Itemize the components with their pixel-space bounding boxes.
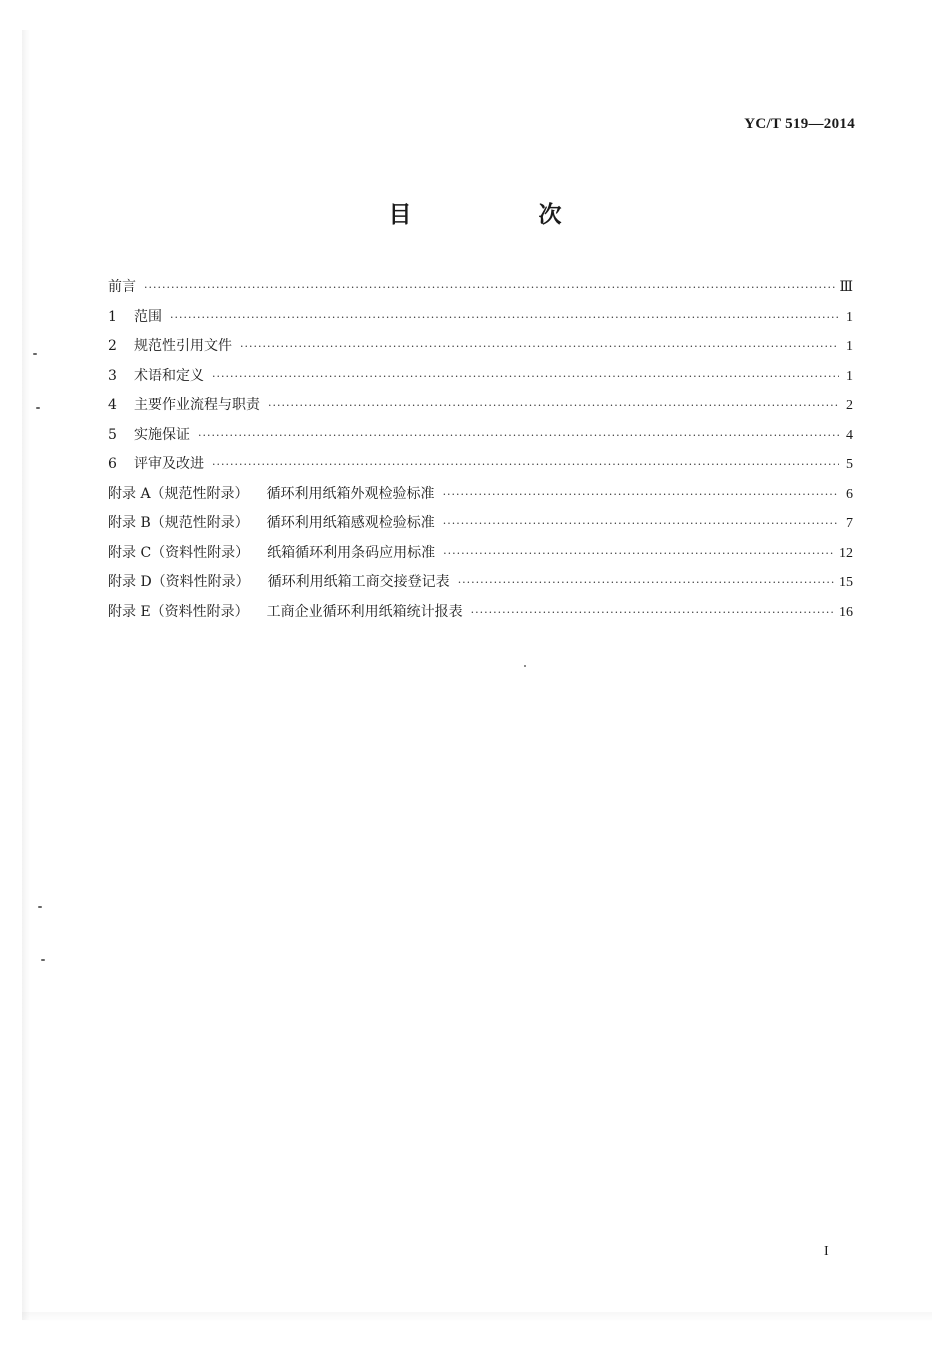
toc-leader-dots [443, 547, 835, 560]
toc-entry-page: 1 [846, 309, 853, 325]
toc-entry-label: 范围 [134, 308, 162, 325]
toc-leader-dots [471, 606, 835, 619]
toc-entry-page: 15 [839, 575, 853, 590]
toc-entry-page: 4 [846, 427, 853, 443]
toc-entry-number: 5 [108, 426, 117, 443]
toc-appendix-entry[interactable] [108, 542, 853, 572]
toc-leader-dots [268, 399, 839, 412]
scan-speck [524, 665, 526, 667]
scan-speck [41, 959, 45, 961]
toc-entry[interactable] [108, 276, 853, 306]
toc-leader-dots [458, 576, 835, 589]
toc-leader-dots [240, 340, 839, 353]
table-of-contents [108, 276, 853, 630]
toc-entry-number: 3 [108, 367, 117, 384]
toc-entry-page: 1 [846, 339, 853, 354]
scan-speck [36, 407, 40, 409]
toc-entry[interactable] [108, 306, 853, 336]
toc-entry[interactable] [108, 335, 853, 365]
toc-leader-dots [170, 311, 839, 324]
toc-appendix-label: 附录 C（资料性附录） [108, 544, 250, 561]
toc-entry-page: 16 [839, 604, 853, 620]
toc-entry[interactable] [108, 453, 853, 483]
toc-entry-label: 循环利用纸箱感观检验标准 [266, 515, 435, 531]
scan-speck [38, 906, 42, 908]
toc-entry-page: 12 [839, 545, 853, 561]
toc-entry[interactable] [108, 394, 853, 424]
standard-code: YC/T 519—2014 [744, 116, 855, 132]
toc-entry-page: 2 [846, 398, 853, 413]
toc-appendix-entry[interactable] [108, 483, 853, 513]
toc-appendix-label: 附录 A（规范性附录） [108, 485, 249, 502]
toc-entry-page: 6 [846, 486, 853, 502]
toc-appendix-entry[interactable] [108, 571, 853, 601]
toc-entry-label: 循环利用纸箱工商交接登记表 [267, 574, 450, 590]
toc-entry-label: 循环利用纸箱外观检验标准 [266, 485, 435, 502]
toc-leader-dots [212, 458, 839, 471]
page-number: I [824, 1244, 829, 1259]
toc-entry-page: 5 [846, 457, 853, 472]
toc-entry-page: 1 [846, 368, 853, 384]
toc-leader-dots [198, 429, 839, 442]
toc-appendix-label: 附录 B（规范性附录） [108, 515, 249, 531]
toc-entry-label: 纸箱循环利用条码应用标准 [267, 544, 436, 561]
page-title: 目 次 [388, 202, 614, 228]
toc-entry-number: 2 [108, 338, 117, 354]
toc-entry-page: Ⅲ [839, 280, 853, 295]
toc-entry-label: 主要作业流程与职责 [134, 397, 260, 413]
toc-leader-dots [144, 281, 835, 294]
toc-entry-page: 7 [846, 516, 853, 531]
toc-leader-dots [212, 370, 839, 383]
toc-entry-number: 4 [108, 397, 117, 413]
toc-entry-number: 1 [108, 308, 117, 325]
toc-appendix-label: 附录 D（资料性附录） [108, 574, 250, 590]
toc-appendix-label: 附录 E（资料性附录） [108, 603, 249, 620]
toc-leader-dots [443, 488, 839, 501]
toc-entry-label: 术语和定义 [134, 367, 204, 384]
scan-bottom-shadow [22, 1312, 932, 1322]
toc-entry-label: 评审及改进 [134, 456, 204, 472]
toc-entry-label: 实施保证 [134, 426, 190, 443]
toc-appendix-entry[interactable] [108, 512, 853, 542]
toc-appendix-entry[interactable] [108, 601, 853, 631]
toc-entry-label: 规范性引用文件 [134, 338, 232, 354]
toc-entry-number: 6 [108, 456, 117, 472]
toc-entry-label: 前言 [108, 279, 136, 295]
toc-entry[interactable] [108, 365, 853, 395]
toc-leader-dots [443, 517, 839, 530]
toc-entry-label: 工商企业循环利用纸箱统计报表 [266, 603, 463, 620]
scan-speck [33, 353, 37, 355]
toc-entry[interactable] [108, 424, 853, 454]
